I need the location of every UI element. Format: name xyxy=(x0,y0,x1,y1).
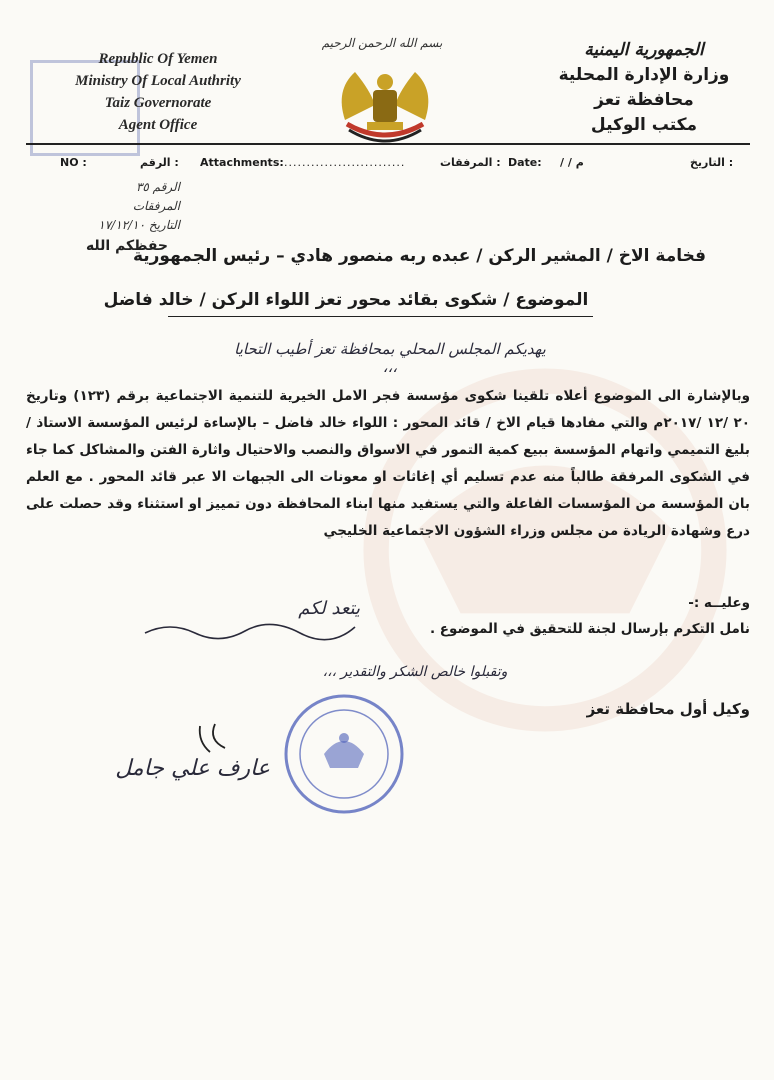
en-header-line: Ministry Of Local Authrity xyxy=(75,73,241,89)
subject-underline xyxy=(168,316,593,317)
meta-row: NO : الرقم : Attachments: ............................. المرفقات : Date: / / م التاريخ : xyxy=(60,156,734,169)
letter-body xyxy=(26,383,750,545)
basmala: بسم الله الرحمن الرحيم xyxy=(321,36,443,50)
body-paragraph: وبالإشارة الى الموضوع أعلاه تلقينا شكوى مؤسسة فجر الامل الخيرية للتنمية الاجتماعية برقم (١٢٣) وتاريخ ٢٠ /١٢ /٢٠١٧م والتي مفادها قيام الاخ / قائد المحور : اللواء خالد فاضل – بالإساءة لرئيس المؤسسة الاستاذ / بليغ التميمي واتهام المؤسسة ببيع كمية التمور في الاسواق والنصب والاحتيال واثارة الفتن والمشاكل كما جاء في الشكوى المرفقة طالباً منه عدم تسليم أي إغاثات او معونات الى الجبهات الا عبر قائد المحور . مع العلم بان المؤسسة من المؤسسات الفاعلة والتي يستفيد منها ابناء المحافظة دون تمييز او استثناء وقد حصلت على درع وشهادة الريادة من مجلس وزراء الشؤون الاجتماعية الخليجي xyxy=(26,388,750,539)
request-line: نامل التكرم بإرسال لجنة للتحقيق في الموضوع . xyxy=(429,621,750,637)
date-label: Date: xyxy=(508,156,542,169)
ar-header-line: مكتب الوكيل xyxy=(590,115,698,135)
ar-header-line: الجمهورية اليمنية xyxy=(584,40,704,60)
addressee: فخامة الاخ / المشير الركن / عبده ربه منصور هادي – رئيس الجمهورية xyxy=(132,246,706,266)
no-label-ar: الرقم : xyxy=(140,156,179,169)
date-value: / / م xyxy=(560,156,584,169)
ar-header-line: وزارة الإدارة المحلية xyxy=(558,65,730,85)
arabic-letterhead xyxy=(544,38,744,138)
handwritten-note: المرفقات xyxy=(132,199,180,213)
ar-header-line: محافظة تعز xyxy=(594,90,694,110)
handwritten-note: التاريخ ١٧/١٢/١٠ xyxy=(98,218,180,232)
signature-scribble-icon xyxy=(80,722,270,756)
attachments-label-ar: المرفقات : xyxy=(440,156,501,169)
handwritten-note: الرقم ٣٥ xyxy=(135,180,180,194)
signer-name: عارف علي جامل xyxy=(115,756,270,781)
wa-alaih: وعليــه :- xyxy=(688,595,750,611)
margin-annotation xyxy=(140,598,360,642)
closing-line: وتقبلوا خالص الشكر والتقدير ،،، xyxy=(322,664,508,680)
signature xyxy=(80,722,270,802)
no-label: NO : xyxy=(60,156,87,169)
en-header-line: Agent Office xyxy=(118,117,198,133)
salutation: يهديكم المجلس المحلي بمحافظة تعز أطيب التحايا ،،، xyxy=(234,340,546,376)
margin-annotation-text: يتعد لكم xyxy=(298,598,360,619)
header-divider xyxy=(26,143,750,145)
scribble-stroke-icon xyxy=(140,619,360,643)
signer-title: وكيل أول محافظة تعز xyxy=(586,700,750,718)
attachments-label: Attachments: xyxy=(200,156,284,169)
english-letterhead xyxy=(48,48,268,136)
handwritten-registry-notes xyxy=(40,178,180,235)
en-header-line: Republic Of Yemen xyxy=(98,51,218,67)
subject-line: الموضوع / شكوى بقائد محور تعز اللواء الركن / خالد فاضل xyxy=(103,290,589,310)
greeting: حفظكم الله xyxy=(85,238,168,254)
en-header-line: Taiz Governorate xyxy=(104,95,212,111)
date-label-ar: التاريخ : xyxy=(690,156,734,169)
yemen-eagle-emblem-icon xyxy=(325,60,445,150)
official-seal-icon xyxy=(282,692,406,816)
